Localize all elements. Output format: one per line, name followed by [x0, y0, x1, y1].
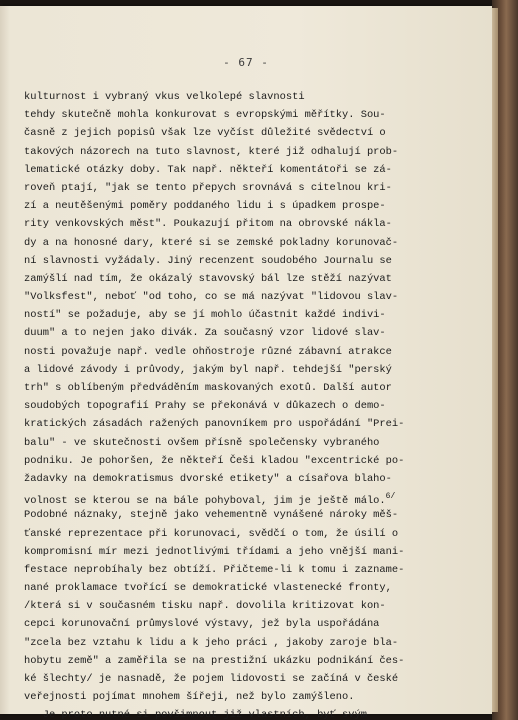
page-number: - 67 - [223, 56, 269, 69]
text-line-content: volnost se kterou se na bále pohyboval, jim je ještě málo. [24, 495, 386, 508]
text-line: ťanské reprezentace při korunovaci, svědčí o tom, že úsilí o [24, 527, 399, 540]
text-line: festace neprobíhaly bez obtíží. Přičteme-li k tomu i zazname- [24, 563, 405, 576]
text-line: kompromisní mír mezi jednotlivými třídami a jeho vnější mani- [24, 545, 405, 558]
text-line: tehdy skutečně mohla konkurovat s evropskými měřítky. Sou- [24, 109, 386, 122]
footnote-marker: 6/ [385, 492, 396, 502]
text-line: nané proklamace tvořící se demokratické vlastenecké fronty, [24, 582, 392, 595]
text-line: časně z jejich popisů však lze vyčíst důležité svědectví o [24, 127, 386, 140]
text-line: ní slavnosti vyžádaly. Jiný recenzent soudobého Journalu se [24, 254, 392, 267]
text-line: Je proto nutné si povšimnout již vlastních, byť svým [24, 709, 367, 720]
text-line: žadavky na demokratismus dvorské etikety" a císařova blaho- [24, 472, 392, 485]
text-line: takových názorech na tuto slavnost, které již odhalují prob- [24, 145, 399, 158]
text-line: veřejnosti pojímat mnohem šířeji, než bylo zamýšleno. [24, 691, 355, 704]
text-line: ností" se požaduje, aby se jí mohlo účastnit každé indivi- [24, 309, 386, 322]
text-line: "zcela bez vztahu k lidu a k jeho práci , jakoby zaroje bla- [24, 636, 399, 649]
document-page [0, 6, 492, 720]
text-line: podniku. Je pohoršen, že někteří Češi kladou "excentrické po- [24, 454, 405, 467]
text-line: cepci korunovační průmyslové výstavy, jež byla uspořádána [24, 618, 380, 631]
text-line: ké šlechty/ je nasnadě, že pojem lidovosti se začíná v české [24, 673, 399, 685]
text-line: balu" - ve skutečnosti ovšem přísně společensky vybraného [24, 436, 380, 449]
text-line: rity venkovských měst". Poukazují přitom na obrovské nákla- [24, 218, 392, 231]
text-line: zamýšlí nad tím, že okázalý stavovský bál lze stěží nazývat [24, 272, 392, 285]
text-line: trh" s oblíbeným předváděním maskovaných exotů. Další autor [24, 382, 392, 394]
text-line: a lidové závody i průvody, jakým byl např. tehdejší "perský [24, 363, 392, 376]
text-line: soudobých topografií Prahy se překonává v důkazech o demo- [24, 400, 386, 413]
text-line: lematické otázky doby. Tak např. někteří komentátoři se zá- [24, 163, 392, 176]
text-line: duum" a to nejen jako divák. Za současný vzor lidové slav- [24, 327, 386, 340]
text-line: roveň ptají, "jak se tento přepych srovnává s citelnou kri- [24, 181, 392, 194]
text-line: Podobné náznaky, stejně jako vehementně vynášené nároky měš- [24, 509, 399, 522]
text-line: nosti považuje např. vedle ohňostroje různé zábavní atrakce [24, 345, 392, 358]
text-line-with-footnote [24, 488, 486, 506]
text-line: dy a na honosné dary, které si se zemské pokladny korunovač- [24, 236, 399, 249]
page-edges [492, 8, 498, 712]
text-line: kulturnost i vybraný vkus velkolepé slavnosti [24, 91, 305, 103]
body-text [24, 88, 486, 720]
text-line: zí a neutěšenými poměry poddaného lidu i s úpadkem prospe- [24, 200, 386, 213]
text-line: "Volksfest", neboť "od toho, co se má nazývat "lidovou slav- [24, 291, 399, 304]
text-line: /která si v současném tisku např. dovolila kritizovat kon- [24, 600, 386, 613]
text-line: kratických zásadách ražených panovníkem pro uspořádání "Prei- [24, 418, 405, 431]
text-line: hobytu země" a zaměřila se na prestižní ukázku podnikání čes- [24, 654, 405, 667]
